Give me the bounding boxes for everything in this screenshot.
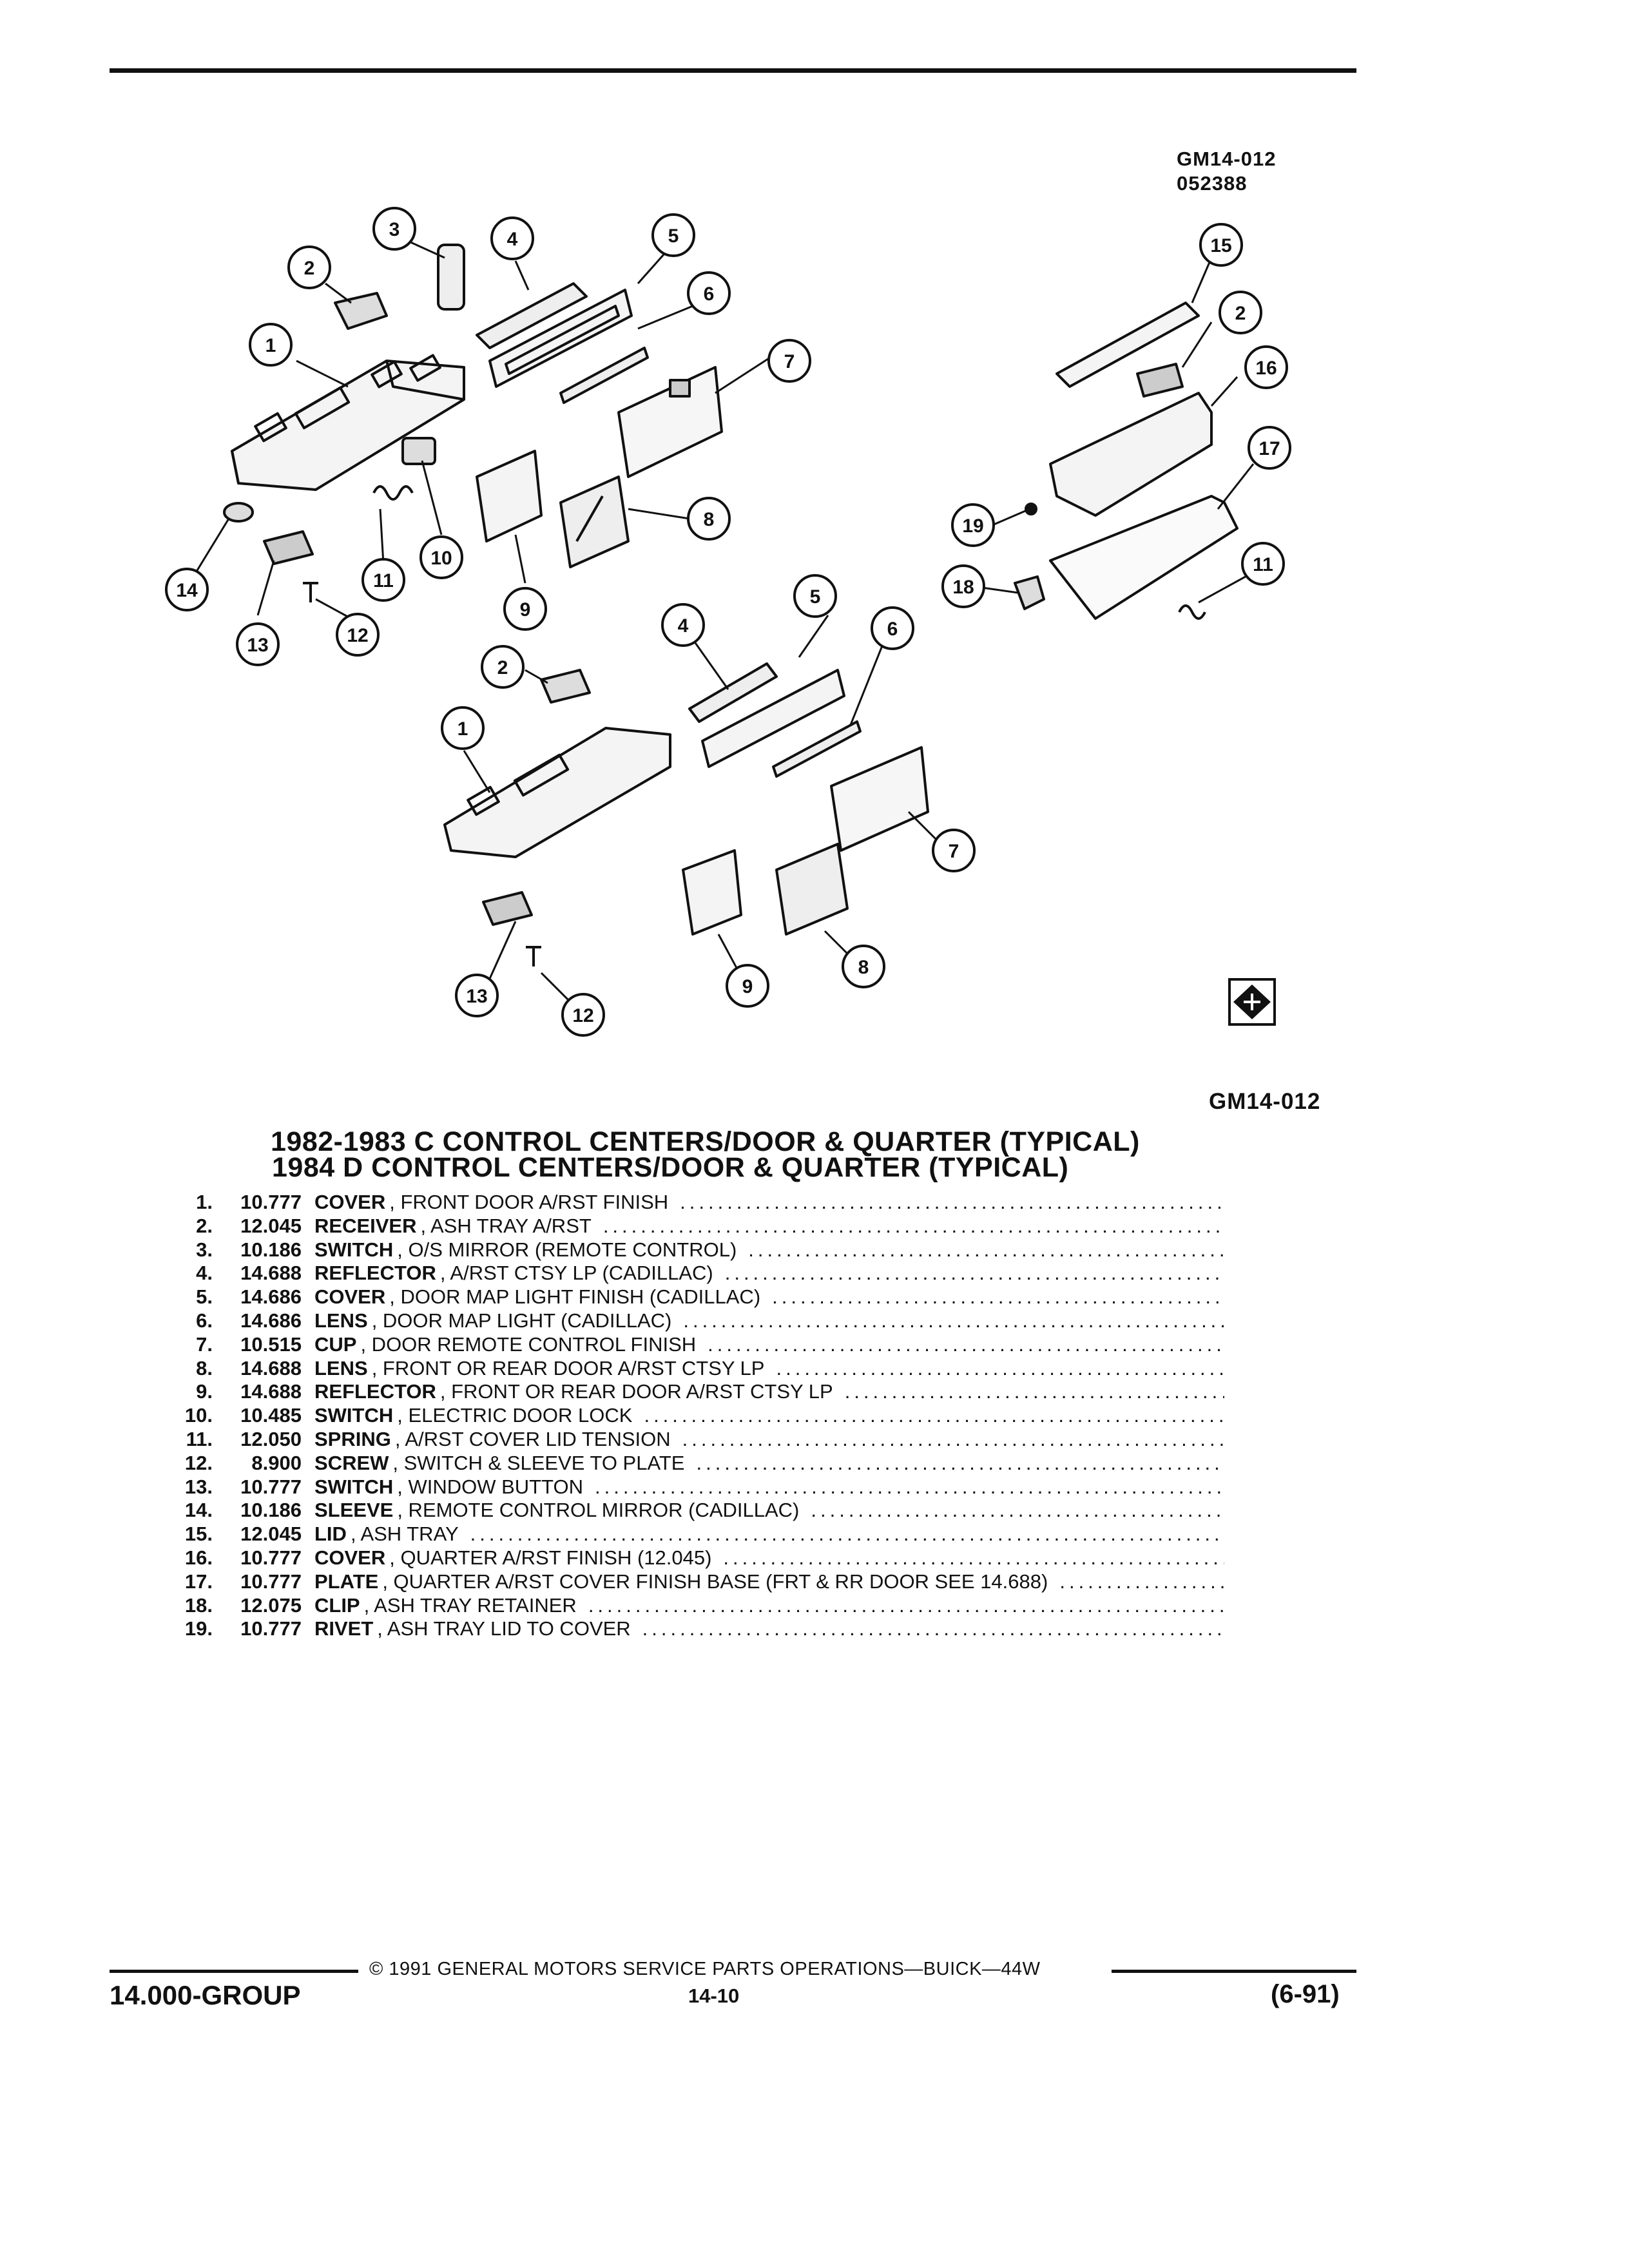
parts-row: 11. 12.050 SPRING , A/RST COVER LID TENSION .....: [161, 1428, 1224, 1452]
callout-18: [943, 566, 984, 607]
callout-1-lower: [442, 707, 483, 749]
svg-text:5: 5: [809, 586, 821, 608]
quarter-armrest-cover-drawing: [1050, 393, 1211, 515]
svg-text:9: 9: [519, 599, 531, 620]
svg-text:13: 13: [466, 986, 488, 1007]
group-label: 14.000-GROUP: [110, 1980, 301, 2010]
tension-spring-drawing: [374, 486, 412, 499]
callout-13: [237, 624, 278, 665]
callout-12-lower: [563, 994, 604, 1035]
quarter-cover-base-plate-drawing: [1050, 496, 1237, 619]
svg-text:18: 18: [952, 577, 974, 598]
svg-text:5: 5: [668, 226, 679, 247]
callout-10: [421, 537, 462, 578]
parts-row: 5. 14.686 COVER , DOOR MAP LIGHT FINISH (CADILLAC) .....: [161, 1285, 1224, 1309]
courtesy-lamp-lens-drawing: [561, 477, 628, 567]
svg-text:14: 14: [176, 580, 198, 601]
svg-text:9: 9: [742, 976, 753, 997]
svg-text:13: 13: [247, 635, 269, 656]
callout-15: [1200, 224, 1242, 265]
svg-text:12: 12: [347, 625, 369, 646]
svg-text:2: 2: [1235, 303, 1246, 324]
parts-row: 19. 10.777 RIVET , ASH TRAY LID TO COVER .....: [161, 1617, 1224, 1641]
parts-row: 1. 10.777 COVER , FRONT DOOR A/RST FINISH .....: [161, 1191, 1224, 1215]
parts-row: 13. 10.777 SWITCH , WINDOW BUTTON .....: [161, 1475, 1224, 1499]
exploded-parts-diagram: [0, 0, 1629, 1095]
svg-text:4: 4: [677, 615, 689, 637]
map-light-lens-drawing: [561, 348, 648, 403]
callout-3: [374, 208, 415, 249]
parts-row: 6. 14.686 LENS , DOOR MAP LIGHT (CADILLAC) .....: [161, 1309, 1224, 1333]
page-number: 14-10: [688, 1984, 740, 2007]
tension-spring-right-drawing: [1179, 606, 1205, 619]
svg-text:7: 7: [948, 841, 959, 862]
section-titles: [271, 1126, 1140, 1183]
mirror-switch-drawing: [438, 245, 464, 309]
figure-code: GM14-012: [1209, 1089, 1321, 1114]
callout-2-lower: [482, 646, 523, 687]
parts-row: 18. 12.075 CLIP , ASH TRAY RETAINER .....: [161, 1594, 1224, 1618]
revision-date: (6-91): [1271, 1980, 1340, 2008]
svg-text:12: 12: [572, 1005, 594, 1026]
svg-text:3: 3: [389, 219, 400, 240]
svg-text:8: 8: [858, 957, 869, 978]
callout-5: [653, 215, 694, 256]
callout-4: [492, 218, 533, 259]
svg-text:6: 6: [703, 284, 715, 305]
callout-12: [337, 614, 378, 655]
callout-5-lower: [795, 575, 836, 617]
parts-row: 10. 10.485 SWITCH , ELECTRIC DOOR LOCK .....: [161, 1404, 1224, 1428]
drawing-code: GM14-012: [1177, 148, 1277, 170]
callout-11-right: [1242, 543, 1284, 584]
svg-text:11: 11: [373, 570, 394, 591]
svg-text:17: 17: [1258, 438, 1280, 459]
front-door-armrest-cover-drawing: [232, 355, 464, 490]
callout-4-lower: [662, 604, 704, 646]
footer-rule-left: [110, 1970, 358, 1973]
parts-row: 14. 10.186 SLEEVE , REMOTE CONTROL MIRROR (CADILLAC) .....: [161, 1499, 1224, 1523]
door-lock-switch-drawing: [403, 438, 435, 464]
parts-row: 16. 10.777 COVER , QUARTER A/RST FINISH (12.045) .....: [161, 1546, 1224, 1570]
title-line-2: 1984 D CONTROL CENTERS/DOOR & QUARTER (TYPICAL): [272, 1152, 1069, 1183]
svg-text:2: 2: [497, 657, 508, 678]
ash-tray-clip-drawing: [1015, 577, 1044, 609]
callout-7-lower: [933, 830, 974, 871]
drawing-number: 052388: [1177, 172, 1248, 195]
parts-row: 2. 12.045 RECEIVER , ASH TRAY A/RST .....: [161, 1215, 1224, 1238]
callout-19: [952, 505, 994, 546]
footer-rule-right: [1112, 1970, 1356, 1973]
parts-row: 7. 10.515 CUP , DOOR REMOTE CONTROL FINISH .....: [161, 1333, 1224, 1357]
callout-16: [1246, 347, 1287, 388]
callout-13-lower: [456, 975, 497, 1016]
parts-row: 8. 14.688 LENS , FRONT OR REAR DOOR A/RST CTSY LP .....: [161, 1357, 1224, 1381]
parts-row: 12. 8.900 SCREW , SWITCH & SLEEVE TO PLATE .....: [161, 1452, 1224, 1475]
svg-text:15: 15: [1210, 235, 1232, 256]
parts-row: 17. 10.777 PLATE , QUARTER A/RST COVER FINISH BASE (FRT & RR DOOR SEE 14.688) .....: [161, 1570, 1224, 1594]
callout-2: [289, 247, 330, 288]
parts-row: 4. 14.688 REFLECTOR , A/RST CTSY LP (CADILLAC) .....: [161, 1262, 1224, 1285]
title-line-1: 1982-1983 C CONTROL CENTERS/DOOR & QUARTER (TYPICAL): [271, 1126, 1140, 1157]
callout-8-lower: [843, 946, 884, 987]
callout-1: [250, 324, 291, 365]
svg-text:1: 1: [457, 718, 468, 740]
callout-8: [688, 498, 729, 539]
parts-row: 9. 14.688 REFLECTOR , FRONT OR REAR DOOR A/RST CTSY LP .....: [161, 1380, 1224, 1404]
parts-row: 3. 10.186 SWITCH , O/S MIRROR (REMOTE CONTROL) .....: [161, 1238, 1224, 1262]
copyright-line: © 1991 GENERAL MOTORS SERVICE PARTS OPERATIONS—BUICK—44W: [369, 1959, 1041, 1979]
lower-armrest-cover-drawing: [445, 728, 670, 857]
service-parts-logo: [1229, 979, 1275, 1024]
parts-list: [161, 1191, 1224, 1641]
courtesy-lamp-reflector-drawing: [477, 451, 541, 541]
callout-7: [769, 340, 810, 381]
callout-2-right: [1220, 292, 1261, 333]
svg-text:7: 7: [784, 351, 795, 372]
callout-11: [363, 559, 404, 601]
callout-6: [688, 273, 729, 314]
svg-text:10: 10: [430, 548, 452, 569]
svg-text:19: 19: [962, 515, 984, 537]
svg-text:8: 8: [703, 509, 715, 530]
callout-9: [505, 588, 546, 629]
svg-text:11: 11: [1253, 554, 1273, 575]
ash-tray-receiver-drawing: [335, 293, 387, 329]
parts-row: 15. 12.045 LID , ASH TRAY .....: [161, 1523, 1224, 1546]
callout-14: [166, 569, 207, 610]
svg-text:6: 6: [887, 619, 898, 640]
callout-9-lower: [727, 965, 768, 1006]
svg-text:1: 1: [265, 335, 276, 356]
callout-17: [1249, 427, 1290, 468]
svg-text:2: 2: [304, 258, 315, 279]
svg-text:16: 16: [1255, 358, 1277, 379]
callout-6-lower: [872, 608, 913, 649]
window-button-switch-drawing: [264, 532, 313, 564]
svg-text:4: 4: [506, 229, 518, 250]
